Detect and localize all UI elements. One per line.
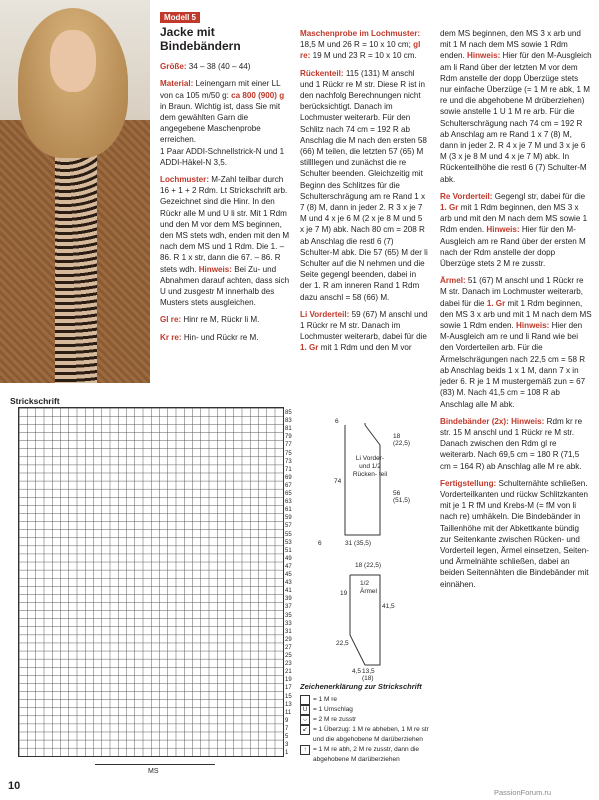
legend-symbol xyxy=(300,695,310,705)
re-vorderteil-gr: 1. Gr xyxy=(440,203,459,213)
knitting-chart-grid xyxy=(18,407,284,757)
ms-label: MS xyxy=(148,768,159,775)
schema-arm-hl2: 22,5 xyxy=(336,640,349,647)
material-text2: in Braun. Wichtig ist, dass Sie mit dem gewählten Garn die angegebene Maschenprobe erreichen. xyxy=(160,101,281,145)
material-label: Material: xyxy=(160,79,194,89)
row-number: 41 xyxy=(285,588,292,595)
fertigstellung-label: Fertigstellung: xyxy=(440,478,497,488)
row-number: 57 xyxy=(285,523,292,530)
schema-top-hm: 56 (51,5) xyxy=(393,490,410,504)
column-3 xyxy=(440,28,592,596)
re-vorderteil-hinweis: Hinweis: xyxy=(486,225,520,235)
column-1 xyxy=(160,12,290,349)
bindebaender-label: Bindebänder (2x): xyxy=(440,416,509,426)
maschenprobe-label: Maschenprobe im Lochmuster: xyxy=(300,29,421,38)
row-number: 43 xyxy=(285,580,292,587)
aermel-gr: 1. Gr xyxy=(486,298,506,308)
row-number: 77 xyxy=(285,442,292,449)
legend-item xyxy=(300,715,430,725)
schema-top-wb: 31 (35,5) xyxy=(345,540,372,547)
row-number: 31 xyxy=(285,628,292,635)
row-number: 63 xyxy=(285,499,292,506)
page-number: 10 xyxy=(8,780,21,792)
bindebaender-text: Rdm kr re str. 15 M anschl und 1 Rückr re M str. Danach zwischen den Rdm gl re weiterarb. Nach 69,5 cm = 180 R (71,5 cm = 164 R) ab Anschlag alle M re abk. xyxy=(440,416,583,471)
row-number: 37 xyxy=(285,604,292,611)
page-title: Jacke mit Bindebändern xyxy=(160,25,241,54)
lochmuster-label: Lochmuster: xyxy=(160,175,210,185)
col3-p1: dem MS beginnen, den MS 3 x arb und mit 1 M nach dem MS sowie 1 Rdm enden. xyxy=(440,29,581,61)
aermel-label: Ärmel: xyxy=(440,276,466,286)
aermel-hinweis: Hinweis: xyxy=(516,321,550,331)
row-number: 73 xyxy=(285,458,292,465)
row-number: 67 xyxy=(285,482,292,489)
model-photo xyxy=(0,0,150,383)
schema-top-hl: 74 xyxy=(334,478,342,485)
row-number: 5 xyxy=(285,734,289,740)
schema-arm-w: 18 (22,5) xyxy=(355,562,382,569)
row-number: 21 xyxy=(285,669,292,676)
schema-top-label: Li Vorder- und 1/2 Rücken- teil xyxy=(352,455,388,478)
row-number: 35 xyxy=(285,612,292,619)
legend-item xyxy=(300,695,430,705)
col3-hinweis: Hinweis: xyxy=(467,51,501,61)
row-number: 49 xyxy=(285,555,292,562)
row-number: 69 xyxy=(285,474,292,481)
row-number: 53 xyxy=(285,539,292,546)
schema-arm-wb: 13,5 (18) xyxy=(362,668,375,682)
material-tools: 1 Paar ADDI-Schnellstrick-N und 1 ADDI-Häkel-N 3,5. xyxy=(160,146,285,167)
schema-top-hr: 18 (22,5) xyxy=(393,433,410,447)
chart-legend xyxy=(300,682,430,765)
row-number: 19 xyxy=(285,677,292,684)
material-amount: ca 800 (900) g xyxy=(231,90,285,100)
row-number: 65 xyxy=(285,491,292,497)
li-vorderteil-text: 59 (67) M anschl und 1 Rückr re M str. Danach im Lochmuster weiterarb, dabei für die xyxy=(300,309,428,342)
legend-symbol: U xyxy=(300,705,310,715)
re-vorderteil-text3: Hier für den M-Ausgleich am re Rand über der ersten M nach der Rdm anstelle der dopp Überzüge stets 2 M re zusstr. xyxy=(440,225,586,269)
li-vorderteil-label: Li Vorderteil: xyxy=(300,309,350,319)
schema-arm-ws: 4,5 xyxy=(352,668,362,675)
row-number: 55 xyxy=(285,531,292,538)
legend-symbol: ↑ xyxy=(300,745,310,755)
row-number: 85 xyxy=(285,410,292,416)
legend-text: = 2 M re zusstr xyxy=(313,716,357,723)
schema-arm-label: 1/2 Ärmel xyxy=(360,580,377,595)
row-number: 13 xyxy=(285,701,292,708)
row-number: 71 xyxy=(285,466,292,473)
schema-top-hs: 6 xyxy=(318,540,322,547)
aermel-text: 51 (67) M anschl und 1 Rückr re M str. Danach im Lochmuster weiterarb, dabei für die xyxy=(440,276,584,308)
kr-re-text: Hin- und Rückr re M. xyxy=(183,332,259,342)
row-number: 7 xyxy=(285,725,289,732)
legend-text: = 1 M re abh, 2 M re zusstr, dann die abgehobene M darüberziehen xyxy=(313,746,420,763)
lochmuster-hinweis: Hinweis: xyxy=(198,264,232,274)
fertigstellung-text: Schulternähte schließen. Vorderteilkanten und rückw Schlitzkanten mit je 1 R fM und Krebs-M (= fM von li nach re) umhäkeln. Die Bindebänder in Taillenhöhe mit der Abkettkante bündig zur Seitenkante zwischen Rücken- und Vorderteil legen, Ärmel einsetzen, Seiten- und Ärmelnähte schließen, dabei an beiden Seitennähten die Bindebänder mit einnähen. xyxy=(440,478,589,589)
row-number: 79 xyxy=(285,434,292,441)
schema-arm-hr: 41,5 xyxy=(382,603,395,610)
lochmuster-hinweis-text: Bei Zu- und Abnahmen darauf achten, dass sich U und zusgestr M innerhalb des Musters stets ausgleichen. xyxy=(160,264,290,308)
col3-p1b: Hier für den M-Ausgleich am li Rand über der letzten M vor dem Rdm anstelle der dopp Überzüge stets nur einfache Überzüge (= 1 M re abk, 1 M re und die abgehobene M drüberziehen) sowie anstelle 1 U 1 M re arb. Für die Schulterschrägung nach 74 cm = 192 R ab Anschlag am re Rand 1 x 7 (8) M, dann in jeder 2. R 4 x je 7 M und 3 x je 6 M (3 x je 8 M und 4 x je 7 M) abk. In Rückenteilhöhe die restl 6 (7) Schulter-M abk. xyxy=(440,51,592,184)
row-number: 9 xyxy=(285,717,289,724)
row-number: 51 xyxy=(285,547,292,554)
row-number: 47 xyxy=(285,563,292,570)
row-number: 3 xyxy=(285,742,289,749)
row-number: 11 xyxy=(285,709,292,716)
row-number: 27 xyxy=(285,644,292,651)
row-number: 59 xyxy=(285,515,292,522)
row-number: 15 xyxy=(285,693,292,700)
legend-text: = 1 Überzug: 1 M re abheben, 1 M re str und die abgehobene M darüberziehen xyxy=(313,726,429,743)
size-value: 34 – 38 (40 – 44) xyxy=(188,62,251,72)
legend-item xyxy=(300,705,430,715)
legend-title: Zeichenerklärung zur Strickschrift xyxy=(300,682,422,691)
row-number: 81 xyxy=(285,426,292,433)
row-number: 23 xyxy=(285,661,292,668)
maschenprobe: 18,5 M und 26 R = 10 x 10 cm; xyxy=(300,40,411,50)
gl-re-label: Gl re: xyxy=(160,315,182,325)
row-number: 17 xyxy=(285,685,292,692)
model-badge: Modell 5 xyxy=(160,12,200,23)
kr-re-label: Kr re: xyxy=(160,332,182,342)
watermark: PassionForum.ru xyxy=(494,788,552,797)
legend-text: = 1 Umschlag xyxy=(313,706,353,713)
li-vorderteil-gr: 1. Gr xyxy=(300,343,319,353)
legend-item xyxy=(300,745,430,765)
re-vorderteil-label: Re Vorderteil: xyxy=(440,191,493,201)
row-number: 25 xyxy=(285,653,292,659)
re-vorderteil-text: Gegengl str, dabei für die xyxy=(494,191,586,201)
aermel-text2: mit 1 Rdm beginnen, den MS 3 x arb und mit 1 M nach dem MS sowie 1 Rdm enden. xyxy=(440,298,592,331)
size-label: Größe: xyxy=(160,62,187,72)
legend-item xyxy=(300,725,430,745)
row-number: 83 xyxy=(285,418,292,425)
rueckenteil-label: Rückenteil: xyxy=(300,68,344,78)
material-text: Leinengarn mit einer LL von ca 105 m/50 g: xyxy=(160,79,281,100)
row-number: 1 xyxy=(285,750,289,757)
gl-re-text: Hinr re M, Rückr li M. xyxy=(183,315,260,325)
aermel-text3: Hier den M-Ausgleich am re und li Rand wie bei den Vorderteilen arb. Für die Ärmelschrägungen nach 22,5 cm = 58 R ab Anschlag beids 1 x 1 M, dann 7 x in jeder 6. R je 1 M mustergemäß zun = 67 (83) M. Nach 41,5 cm = 108 R ab Anschlag alle M abk. xyxy=(440,321,586,409)
rueckenteil-text: 115 (131) M anschl und 1 Rückr re M str. Diese R ist in den nachfolg Berechnungen nicht berücksichtigt. Danach im Lochmuster weiterarb. Für den Schlitz nach 74 cm = 192 R ab Anschlag die M nach den ersten 58 (66) M teilen, die letzten 57 (65) M stillllegen und zunächst die re Schulter beenden. Gleichzeitig mit Beginn des Schlitzes für die Schulterschrägung am re Rand 1 x 7 (8) M, dann in jeder 2. R 3 x je 7 M und 4 x je 6 M (2 x je 8 M und 5 x je 7 M) abk. Nach 80 cm = 208 R ab Anschlag die restl 6 (7) Schulter-M abk. Die 57 (65) M der li Schulter auf die N nehmen und die Seite gegengl beenden, dabei in der 1. R am inneren Rand 1 Rdm dazu anschl = 58 (66) M. xyxy=(300,68,428,302)
schema-top-w: 6 xyxy=(335,418,339,425)
row-number: 61 xyxy=(285,507,292,514)
lochmuster-text: M-Zahl teilbar durch 16 + 1 + 2 Rdm. Lt Strickschrift arb. Gezeichnet sind die Hinr. In den Rückr alle M und U li str. Mit 1 Rdm und den M vor dem MS beginnen, den MS stets wdh, enden mit den M nach dem MS und 1 Rdm. Die 1. – 86. R 1 x str, dann die 67. – 86. R stets wdh. xyxy=(160,175,290,274)
row-number: 39 xyxy=(285,596,292,603)
chart-title: Strickschrift xyxy=(10,396,60,406)
row-number: 29 xyxy=(285,636,292,643)
maschenprobe-gl-re-label: gl re: xyxy=(300,40,421,61)
row-number: 45 xyxy=(285,572,292,578)
re-vorderteil-text2: mit 1 Rdm beginnen, den MS 3 x arb und mit den M nach dem MS sowie 1 Rdm enden. xyxy=(440,203,588,235)
maschenprobe2: 19 M und 23 R = 10 x 10 cm. xyxy=(312,51,417,61)
column-2 xyxy=(300,28,428,360)
legend-text: = 1 M re xyxy=(313,696,338,703)
legend-symbol: ⌵ xyxy=(300,715,310,725)
li-vorderteil-text2: mit 1 Rdm und den M vor xyxy=(320,343,412,353)
bindebaender-hinweis: Hinweis: xyxy=(511,416,545,426)
row-number: 33 xyxy=(285,620,292,627)
row-number: 75 xyxy=(285,450,292,457)
schema-arm-hl: 19 xyxy=(340,590,348,597)
legend-symbol: ↙ xyxy=(300,725,310,735)
